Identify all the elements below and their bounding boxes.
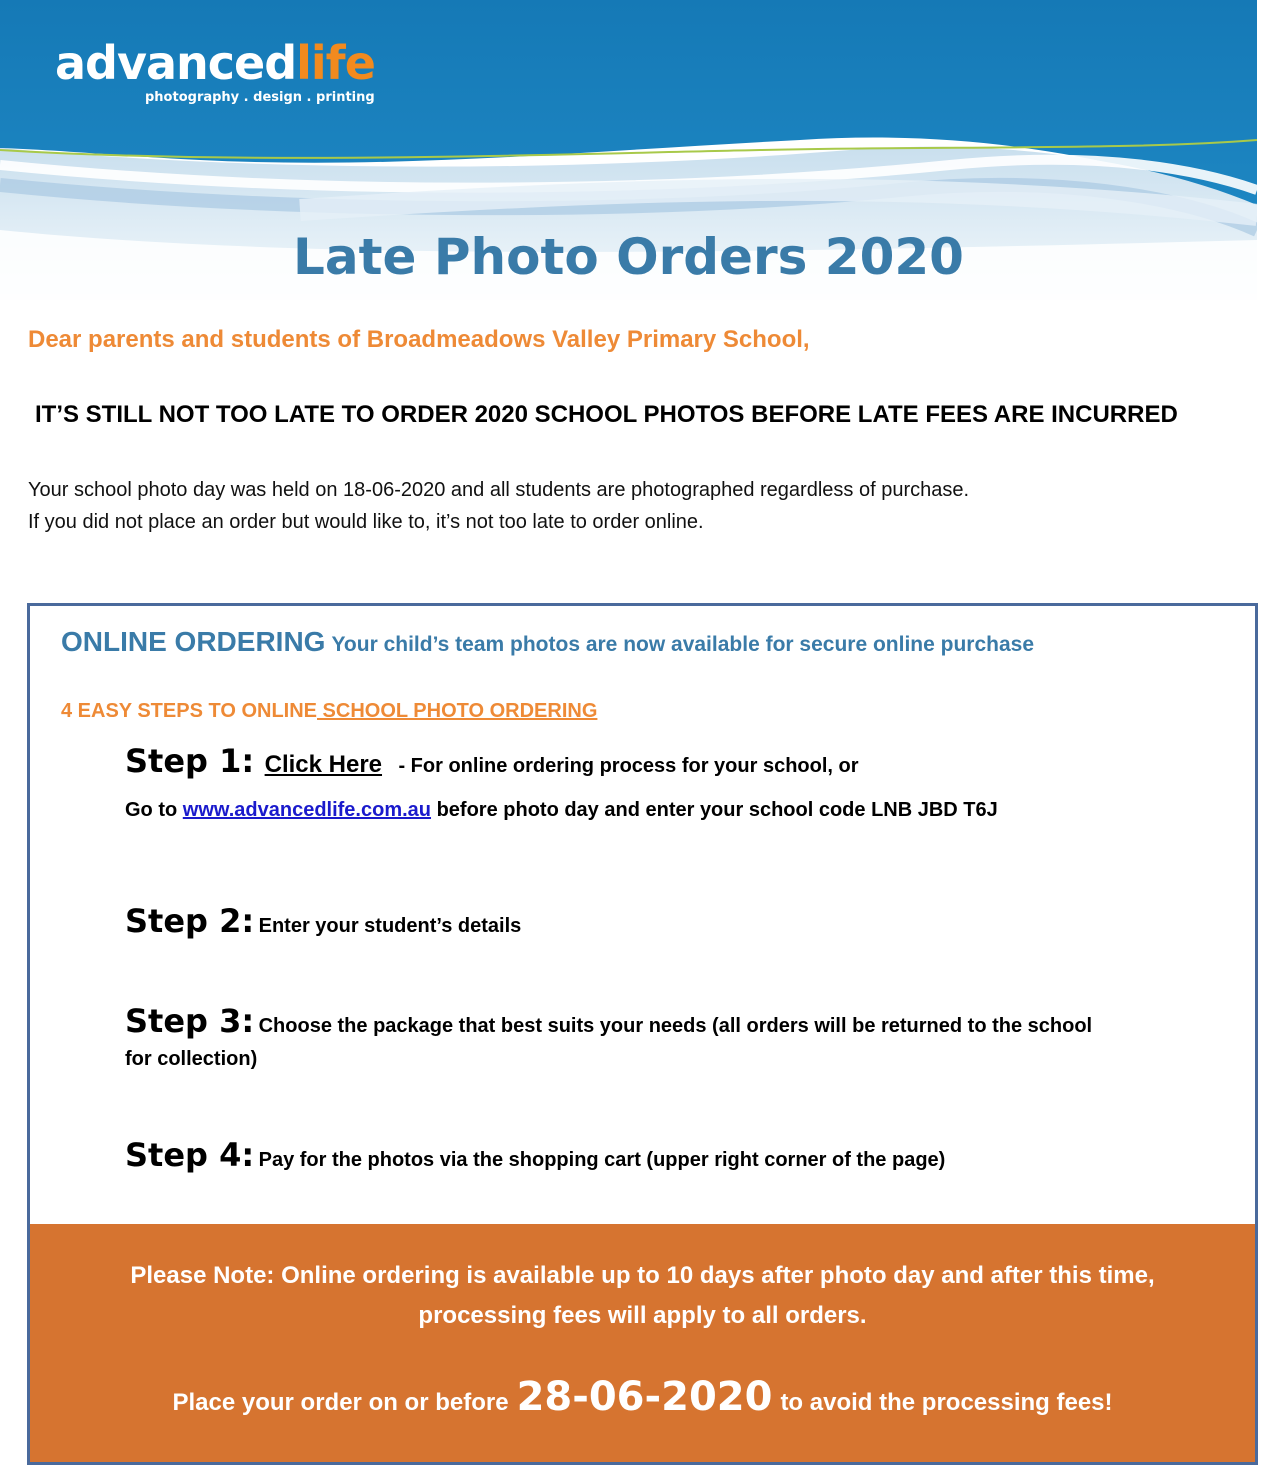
step-2: Step 2: Enter your student’s details	[125, 902, 522, 940]
step-3-continued: for collection)	[125, 1048, 258, 1070]
logo-tagline: photography . design . printing	[145, 90, 375, 105]
deadline-line: Place your order on or before 28-06-2020 to avoid the processing fees!	[172, 1374, 1113, 1420]
steps-heading: 4 EASY STEPS TO ONLINE SCHOOL PHOTO ORDERING	[61, 700, 598, 722]
note-line-1: Please Note: Online ordering is available up to 10 days after photo day and after this time,	[130, 1262, 1155, 1289]
headline: IT’S STILL NOT TOO LATE TO ORDER 2020 SCHOOL PHOTOS BEFORE LATE FEES ARE INCURRED	[35, 401, 1178, 428]
please-note-panel	[30, 1224, 1255, 1462]
intro-line-2: If you did not place an order but would like to, it’s not too late to order online.	[28, 511, 704, 533]
step-3: Step 3: Choose the package that best suits your needs (all orders will be returned to the school	[125, 1002, 1093, 1040]
step-1: Step 1: Click Here - For online ordering process for your school, or	[125, 742, 859, 780]
step-4: Step 4: Pay for the photos via the shopping cart (upper right corner of the page)	[125, 1136, 946, 1174]
intro-line-1: Your school photo day was held on 18-06-2020 and all students are photographed regardless of purchase.	[28, 479, 970, 501]
click-here-link[interactable]: Click Here	[264, 751, 383, 778]
online-ordering-heading: ONLINE ORDERING Your child’s team photos are now available for secure online purchase	[61, 626, 1034, 657]
page-title: Late Photo Orders 2020	[293, 228, 964, 286]
note-line-2: processing fees will apply to all orders.	[418, 1302, 867, 1329]
goto-website-line: Go to www.advancedlife.com.au before photo day and enter your school code LNB JBD T6J	[125, 799, 998, 821]
website-link[interactable]: www.advancedlife.com.au	[182, 799, 432, 821]
advancedlife-logo: advancedlife photography . design . printing	[55, 36, 375, 105]
greeting: Dear parents and students of Broadmeadows Valley Primary School,	[28, 326, 810, 353]
deadline-date: 28-06-2020	[516, 1374, 773, 1420]
online-ordering-box	[27, 603, 1258, 1465]
